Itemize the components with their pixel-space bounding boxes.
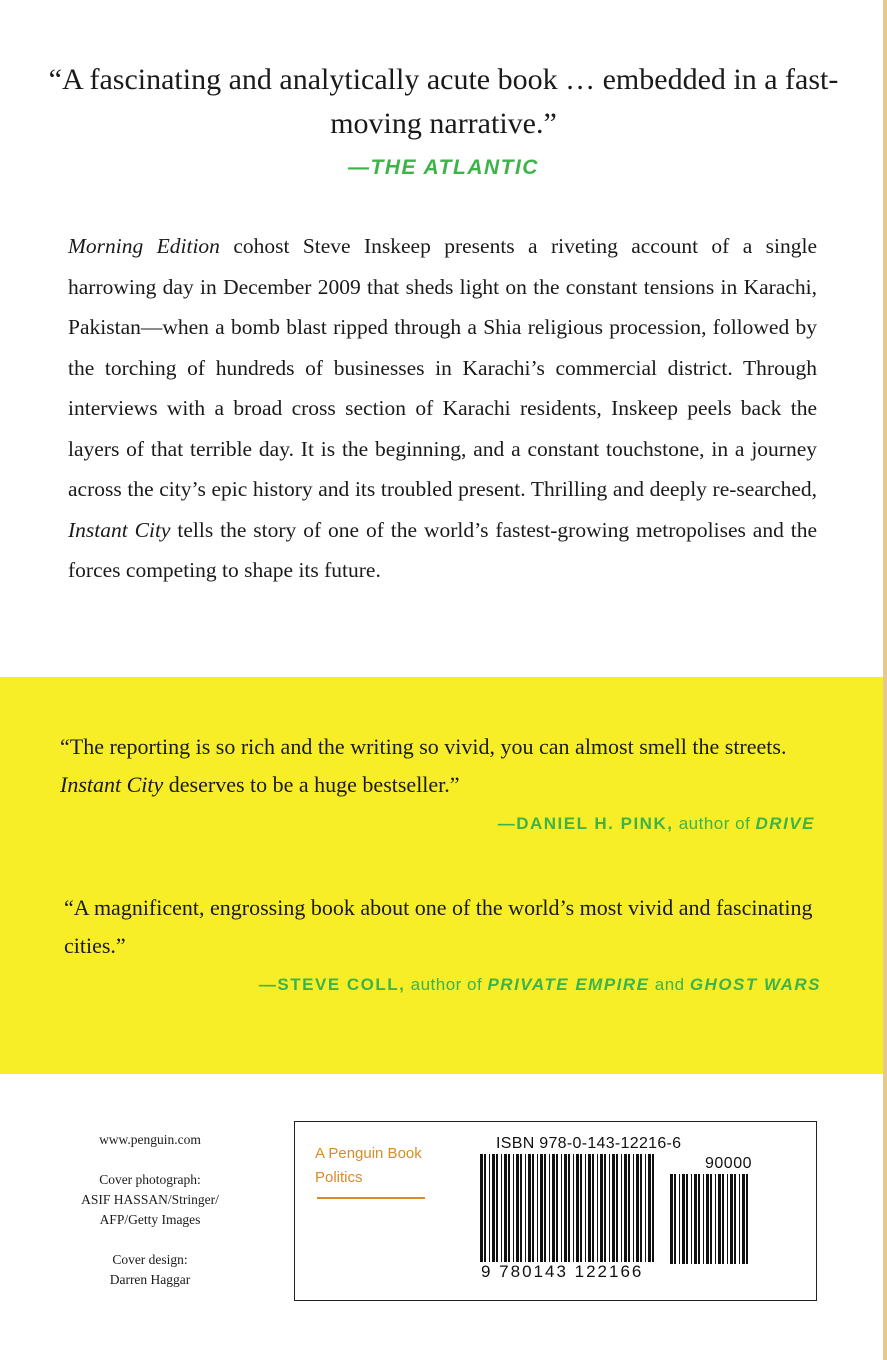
pink-author-of: author of [673, 814, 756, 833]
barcode-bar [746, 1174, 748, 1264]
barcode-bar [612, 1154, 615, 1262]
isbn-barcode-bars [480, 1154, 654, 1262]
description-part-2: tells the story of one of the world’s fastest-growing metropolises and the forces competing to shape its future. [68, 517, 817, 582]
barcode-bar [652, 1154, 654, 1262]
barcode-bar [588, 1154, 591, 1262]
barcode-bar [516, 1154, 519, 1262]
barcode-bar [585, 1154, 586, 1262]
barcode-bar [703, 1174, 704, 1264]
pink-quote [60, 728, 820, 804]
barcode-bar [722, 1174, 724, 1264]
description-part-1: cohost Steve Inskeep presents a riveting account of a single harrowing day in December 2009 that sheds light on the constant tensions in Karachi, Pakistan—when a bomb blast ripped through a Shia religious procession, followed by the torching of hundreds of businesses in Karachi’s commercial district. Through interviews with a broad cross section of Karachi residents, Inskeep peels back the layers of that terrible day. It is the beginning, and a constant touchstone, in a journey across the city’s epic history and its troubled present. Thrilling and deeply re-searched, [68, 234, 817, 501]
coll-name: —STEVE COLL, [258, 975, 406, 994]
barcode-bar [616, 1154, 618, 1262]
photo-credit-line-2: AFP/Getty Images [99, 1212, 201, 1227]
page-edge [883, 0, 887, 1360]
coll-attribution [259, 975, 821, 995]
photo-credit-label: Cover photograph: [99, 1172, 201, 1187]
pink-book: DRIVE [755, 814, 815, 833]
barcode-bar [710, 1174, 712, 1264]
barcode-bar [715, 1174, 716, 1264]
barcode-bar [484, 1154, 486, 1262]
barcode-bar [580, 1154, 582, 1262]
barcode-bar [645, 1154, 646, 1262]
barcode-bar [552, 1154, 555, 1262]
barcode-bar [525, 1154, 526, 1262]
publisher-name: A Penguin Book [315, 1145, 422, 1162]
barcode-bar [508, 1154, 510, 1262]
barcode-bar [489, 1154, 490, 1262]
barcode-bar [694, 1174, 697, 1264]
design-credit-name: Darren Haggar [109, 1272, 191, 1287]
barcode-bar [513, 1154, 514, 1262]
barcode-bar [520, 1154, 522, 1262]
barcode-bar [633, 1154, 634, 1262]
barcode-bar [480, 1154, 483, 1262]
publisher-label [315, 1142, 422, 1190]
coll-book-1: PRIVATE EMPIRE [487, 975, 650, 994]
barcode-bar [537, 1154, 538, 1262]
atlantic-attribution: —THE ATLANTIC [348, 156, 539, 179]
barcode-box [294, 1121, 817, 1301]
design-credit-label: Cover design: [112, 1252, 188, 1267]
barcode-bar [604, 1154, 606, 1262]
atlantic-quote: “A fascinating and analytically acute book … embedded in a fast-moving narrative.” [48, 63, 839, 140]
pink-quote-part-1: “The reporting is so rich and the writing so vivid, you can almost smell the streets. [60, 734, 787, 759]
barcode-bar [718, 1174, 721, 1264]
barcode-bar [682, 1174, 685, 1264]
barcode-bar [492, 1154, 495, 1262]
morning-edition-title: Morning Edition [68, 234, 220, 258]
barcode-bar [670, 1174, 673, 1264]
barcode-bar [564, 1154, 567, 1262]
barcode-bar [609, 1154, 610, 1262]
barcode-bar [532, 1154, 534, 1262]
barcode-bar [568, 1154, 570, 1262]
barcode-bar [540, 1154, 543, 1262]
publisher-rule [317, 1197, 425, 1199]
book-description [68, 226, 817, 591]
barcode-bar [561, 1154, 562, 1262]
barcode-bar [600, 1154, 603, 1262]
barcode-bar [730, 1174, 733, 1264]
pink-name: —DANIEL H. PINK, [497, 814, 674, 833]
coll-book-2: GHOST WARS [689, 975, 821, 994]
price-barcode-bars [670, 1174, 748, 1264]
barcode-bar [734, 1174, 736, 1264]
pink-quote-book: Instant City [60, 772, 164, 797]
barcode-bar [679, 1174, 680, 1264]
barcode-graphic [480, 1154, 765, 1266]
coll-author-of: author of [405, 975, 488, 994]
barcode-bar [691, 1174, 692, 1264]
barcode-bar [628, 1154, 630, 1262]
barcode-bar [576, 1154, 579, 1262]
barcode-bar [648, 1154, 651, 1262]
barcode-bar [556, 1154, 558, 1262]
barcode-number: 9 780143 122166 [481, 1262, 644, 1281]
barcode-bar [544, 1154, 546, 1262]
publisher-category: Politics [315, 1169, 363, 1186]
barcode-bar [504, 1154, 507, 1262]
barcode-bar [640, 1154, 642, 1262]
barcode-bar [597, 1154, 598, 1262]
barcode-bar [549, 1154, 550, 1262]
barcode-bar [636, 1154, 639, 1262]
photo-credit-line-1: ASIF HASSAN/Stringer/ [81, 1192, 219, 1207]
coll-and: and [649, 975, 690, 994]
barcode-bar [686, 1174, 688, 1264]
barcode-bar [592, 1154, 594, 1262]
pink-quote-part-2: deserves to be a huge bestseller.” [163, 772, 460, 797]
barcode-bar [621, 1154, 622, 1262]
barcode-bar [698, 1174, 700, 1264]
coll-quote: “A magnificent, engrossing book about one of the world’s most vivid and fascinating cities.” [64, 895, 813, 958]
barcode-bar [501, 1154, 502, 1262]
barcode-bar [528, 1154, 531, 1262]
isbn-text: ISBN 978-0-143-12216-6 [496, 1135, 682, 1152]
instant-city-title: Instant City [68, 517, 171, 542]
website-link[interactable]: www.penguin.com [99, 1132, 201, 1147]
barcode-bar [496, 1154, 498, 1262]
barcode-bar [624, 1154, 627, 1262]
barcode-bar [573, 1154, 574, 1262]
barcode-bar [742, 1174, 745, 1264]
price-code: 90000 [705, 1155, 752, 1172]
credits [60, 1130, 240, 1310]
barcode-bar [727, 1174, 728, 1264]
pink-attribution [498, 814, 815, 834]
barcode-bar [706, 1174, 709, 1264]
barcode-bar [674, 1174, 676, 1264]
barcode-bar [739, 1174, 740, 1264]
